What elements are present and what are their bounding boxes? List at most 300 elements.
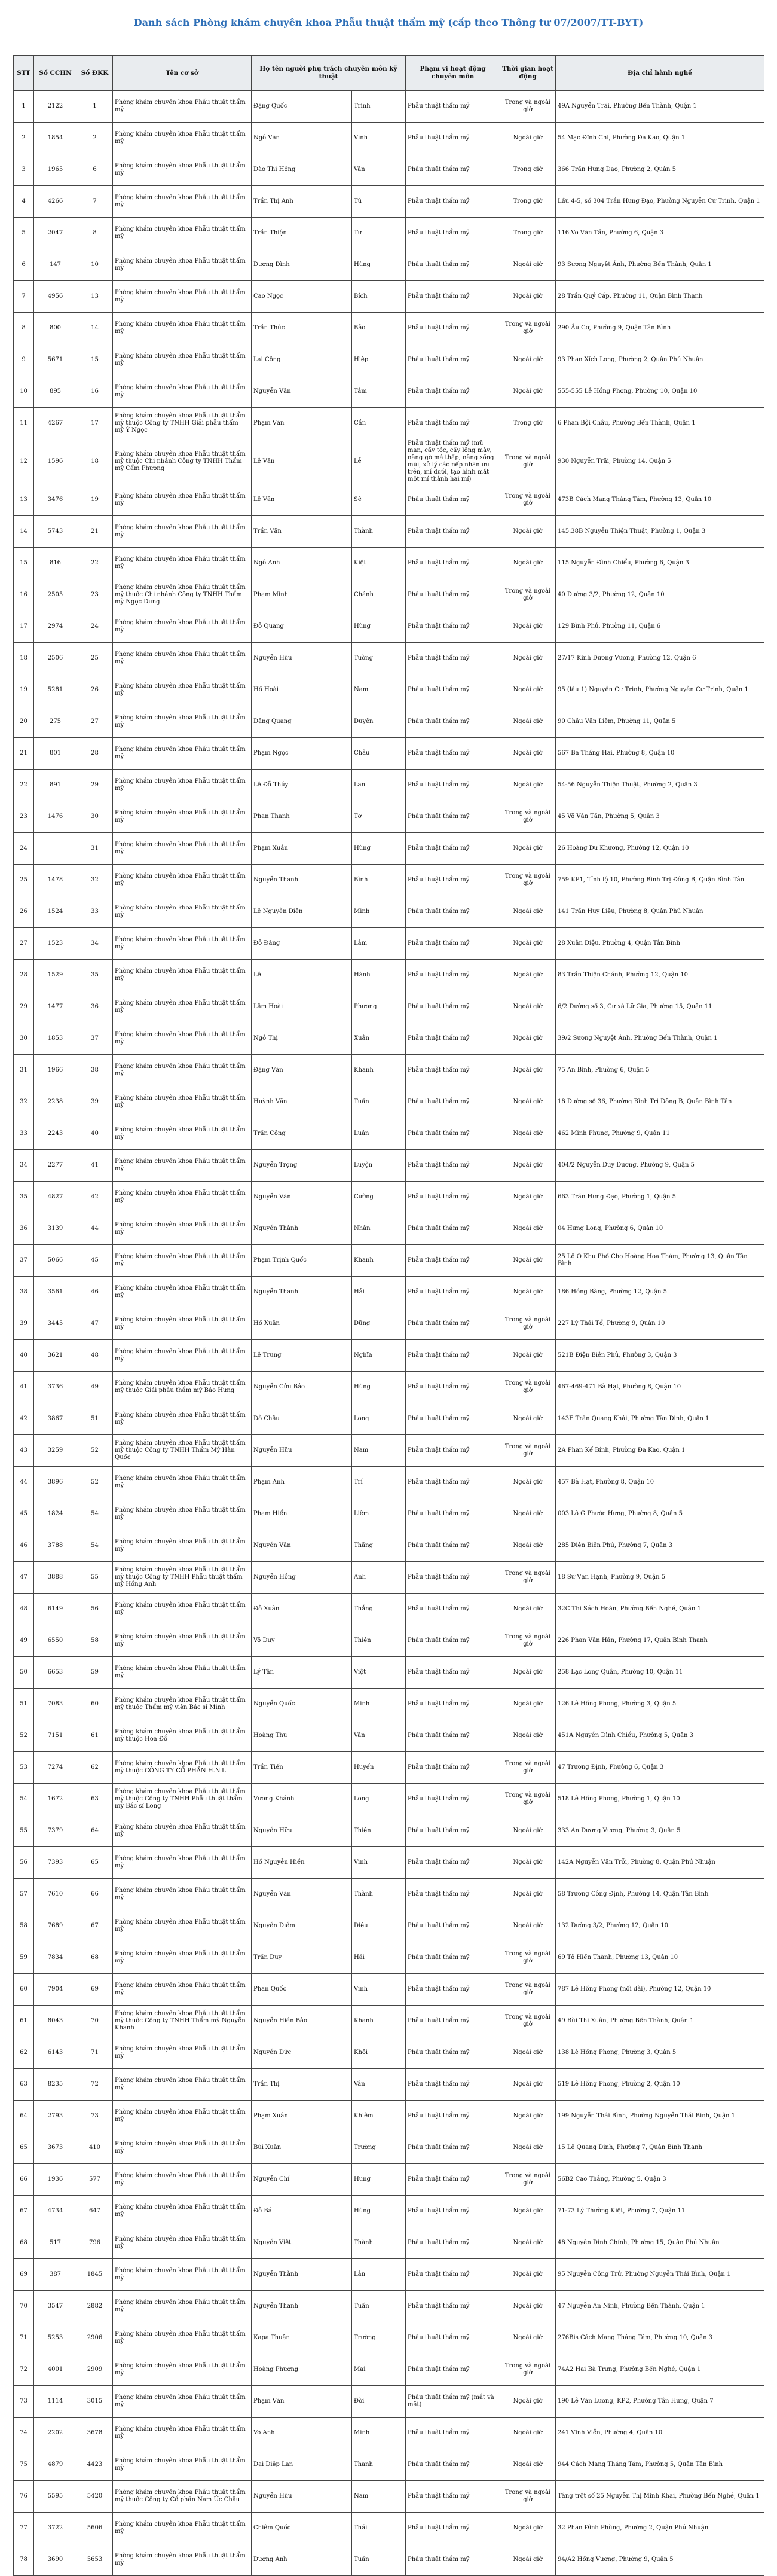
cell-hours: Trong và ngoài giờ [500,91,556,123]
cell-person-given: Sê [352,484,406,516]
cell-scope: Phẫu thuật thẩm mỹ [406,896,500,928]
cell-facility: Phòng khám chuyên khoa Phẫu thuật thẩm mỹ [113,123,252,154]
cell-stt: 75 [14,2449,34,2481]
cell-hours: Ngoài giờ [500,2069,556,2101]
cell-stt: 3 [14,154,34,186]
cell-scope: Phẫu thuật thẩm mỹ [406,1023,500,1055]
cell-person-surname: Nguyễn Thanh [252,865,352,896]
cell-scope: Phẫu thuật thẩm mỹ [406,674,500,706]
cell-facility: Phòng khám chuyên khoa Phẫu thuật thẩm mỹ [113,2544,252,2576]
cell-hours: Trong và ngoài giờ [500,1942,556,1974]
cell-person-given: Bích [352,281,406,313]
cell-dkk: 60 [77,1689,113,1720]
cell-person-surname: Nguyễn Văn [252,1530,352,1562]
cell-person-surname: Kapa Thuận [252,2322,352,2354]
cell-cchn: 387 [34,2259,77,2291]
table-row [14,1213,764,1245]
cell-person-given: Kiệt [352,548,406,579]
cell-facility: Phòng khám chuyên khoa Phẫu thuật thẩm mỹ [113,2291,252,2322]
cell-dkk: 28 [77,738,113,770]
cell-hours: Trong và ngoài giờ [500,1372,556,1403]
cell-cchn: 5253 [34,2322,77,2354]
cell-person-surname: Dương Đình [252,249,352,281]
cell-stt: 2 [14,123,34,154]
cell-address: 25 Lô O Khu Phố Chợ Hoàng Hoa Thám, Phường 13, Quận Tân Bình [556,1245,764,1277]
cell-dkk: 48 [77,1340,113,1372]
table-row [14,1815,764,1847]
cell-address: 83 Trần Thiện Chánh, Phường 12, Quận 10 [556,960,764,991]
cell-scope: Phẫu thuật thẩm mỹ [406,2322,500,2354]
cell-dkk: 58 [77,1625,113,1657]
cell-hours: Ngoài giờ [500,281,556,313]
cell-dkk: 72 [77,2069,113,2101]
cell-person-given: Duyên [352,706,406,738]
cell-stt: 65 [14,2132,34,2164]
cell-person-surname: Nguyễn Thanh [252,2291,352,2322]
cell-stt: 58 [14,1910,34,1942]
cell-dkk: 1845 [77,2259,113,2291]
cell-stt: 21 [14,738,34,770]
cell-person-surname: Đỗ Quang [252,611,352,643]
table-row [14,1403,764,1435]
cell-person-surname: Đỗ Đăng [252,928,352,960]
cell-address: 27/17 Kinh Dương Vương, Phường 12, Quận 6 [556,643,764,674]
cell-cchn: 5671 [34,344,77,376]
cell-stt: 19 [14,674,34,706]
cell-cchn: 6149 [34,1594,77,1625]
cell-scope: Phẫu thuật thẩm mỹ [406,1847,500,1879]
cell-hours: Trong và ngoài giờ [500,439,556,484]
cell-facility: Phòng khám chuyên khoa Phẫu thuật thẩm mỹ thuộc Hoa Đô [113,1720,252,1752]
cell-hours: Ngoài giờ [500,249,556,281]
table-row [14,91,764,123]
cell-stt: 71 [14,2322,34,2354]
cell-hours: Ngoài giờ [500,2291,556,2322]
cell-facility: Phòng khám chuyên khoa Phẫu thuật thẩm mỹ [113,1498,252,1530]
cell-hours: Ngoài giờ [500,2418,556,2449]
cell-hours: Ngoài giờ [500,833,556,865]
cell-stt: 52 [14,1720,34,1752]
table-row [14,1530,764,1562]
cell-dkk: 46 [77,1277,113,1308]
table-row [14,548,764,579]
cell-person-given: Luận [352,1118,406,1150]
cell-person-given: Vinh [352,123,406,154]
cell-person-given: Cường [352,1182,406,1213]
cell-scope: Phẫu thuật thẩm mỹ [406,1055,500,1086]
cell-person-surname: Lê Trung [252,1340,352,1372]
cell-address: 45 Võ Văn Tần, Phường 5, Quận 3 [556,801,764,833]
cell-cchn: 5595 [34,2481,77,2513]
cell-person-given: Hùng [352,2196,406,2227]
cell-cchn: 1853 [34,1023,77,1055]
cell-address: 366 Trần Hưng Đạo, Phường 2, Quận 5 [556,154,764,186]
cell-dkk: 577 [77,2164,113,2196]
cell-dkk: 5606 [77,2513,113,2544]
cell-person-surname: Đào Thị Hồng [252,154,352,186]
cell-facility: Phòng khám chuyên khoa Phẫu thuật thẩm mỹ thuộc Công ty Cổ phần Nam Úc Châu [113,2481,252,2513]
table-row [14,770,764,801]
cell-cchn: 1965 [34,154,77,186]
cell-person-given: Nam [352,1435,406,1467]
cell-hours: Ngoài giờ [500,123,556,154]
cell-person-surname: Phạm Hiển [252,1498,352,1530]
cell-hours: Trong và ngoài giờ [500,2006,556,2037]
cell-hours: Ngoài giờ [500,1403,556,1435]
cell-dkk: 2882 [77,2291,113,2322]
table-row [14,928,764,960]
cell-scope: Phẫu thuật thẩm mỹ (mũ mạn, cấy tóc, cấy lông mày, nâng gò má thấp, nâng sống mũi, xử lý các nếp nhăn ưu trên, mí dưới, tạo hình mắt một mí thành hai mí) [406,439,500,484]
cell-dkk: 13 [77,281,113,313]
table-row [14,1594,764,1625]
cell-scope: Phẫu thuật thẩm mỹ [406,738,500,770]
cell-dkk: 32 [77,865,113,896]
cell-dkk: 29 [77,770,113,801]
cell-cchn: 4879 [34,2449,77,2481]
cell-cchn: 3547 [34,2291,77,2322]
cell-hours: Trong và ngoài giờ [500,2481,556,2513]
cell-scope: Phẫu thuật thẩm mỹ [406,1372,500,1403]
cell-hours: Ngoài giờ [500,738,556,770]
cell-dkk: 45 [77,1245,113,1277]
cell-dkk: 14 [77,313,113,344]
table-row [14,1182,764,1213]
cell-scope: Phẫu thuật thẩm mỹ [406,1689,500,1720]
cell-dkk: 44 [77,1213,113,1245]
cell-stt: 24 [14,833,34,865]
cell-address: 28 Trần Quý Cáp, Phường 11, Quận Bình Thạnh [556,281,764,313]
cell-person-given: Minh [352,1689,406,1720]
cell-person-surname: Vương Khánh [252,1784,352,1815]
cell-stt: 5 [14,218,34,249]
cell-dkk: 40 [77,1118,113,1150]
cell-stt: 26 [14,896,34,928]
cell-hours: Trong và ngoài giờ [500,1562,556,1594]
cell-address: 6 Phan Bội Châu, Phường Bến Thành, Quận 1 [556,408,764,439]
cell-stt: 63 [14,2069,34,2101]
cell-person-given: Vinh [352,1847,406,1879]
cell-scope: Phẫu thuật thẩm mỹ [406,2481,500,2513]
cell-person-surname: Nguyễn Việt [252,2227,352,2259]
cell-cchn: 6143 [34,2037,77,2069]
cell-cchn: 2047 [34,218,77,249]
header-scope: Phạm vi hoạt động chuyên môn [406,56,500,91]
cell-scope: Phẫu thuật thẩm mỹ [406,1118,500,1150]
cell-cchn: 1114 [34,2386,77,2418]
cell-facility: Phòng khám chuyên khoa Phẫu thuật thẩm mỹ [113,1594,252,1625]
cell-person-surname: Nguyễn Thành [252,2259,352,2291]
cell-address: 519 Lê Hồng Phong, Phường 2, Quận 10 [556,2069,764,2101]
cell-scope: Phẫu thuật thẩm mỹ [406,1974,500,2006]
cell-hours: Trong giờ [500,154,556,186]
cell-scope: Phẫu thuật thẩm mỹ [406,770,500,801]
cell-address: 49 Bùi Thị Xuân, Phường Bến Thành, Quận 1 [556,2006,764,2037]
cell-dkk: 5653 [77,2544,113,2576]
cell-facility: Phòng khám chuyên khoa Phẫu thuật thẩm mỹ [113,484,252,516]
cell-person-surname: Hồ Xuân [252,1308,352,1340]
cell-stt: 38 [14,1277,34,1308]
cell-cchn: 5066 [34,1245,77,1277]
cell-person-surname: Đặng Văn [252,1055,352,1086]
cell-person-given: Chánh [352,579,406,611]
table-row [14,1625,764,1657]
cell-facility: Phòng khám chuyên khoa Phẫu thuật thẩm mỹ [113,2069,252,2101]
cell-dkk: 7 [77,186,113,218]
cell-cchn: 7083 [34,1689,77,1720]
cell-hours: Trong và ngoài giờ [500,579,556,611]
table-row [14,801,764,833]
cell-hours: Ngoài giờ [500,1150,556,1182]
cell-address: 71-73 Lý Thường Kiệt, Phường 7, Quận 11 [556,2196,764,2227]
cell-person-surname: Võ Anh [252,2418,352,2449]
cell-person-given: Tuấn [352,1086,406,1118]
cell-hours: Ngoài giờ [500,960,556,991]
cell-person-given: Hùng [352,611,406,643]
cell-facility: Phòng khám chuyên khoa Phẫu thuật thẩm mỹ [113,1118,252,1150]
cell-scope: Phẫu thuật thẩm mỹ [406,1308,500,1340]
cell-facility: Phòng khám chuyên khoa Phẫu thuật thẩm mỹ thuộc Chi nhánh Công ty TNHH Thẩm mỹ Cẩm Phương [113,439,252,484]
cell-address: 142A Nguyễn Văn Trỗi, Phường 8, Quận Phú Nhuận [556,1847,764,1879]
table-row [14,1150,764,1182]
cell-address: 258 Lạc Long Quân, Phường 10, Quận 11 [556,1657,764,1689]
cell-person-given: Trường [352,2322,406,2354]
cell-cchn: 8043 [34,2006,77,2037]
cell-facility: Phòng khám chuyên khoa Phẫu thuật thẩm mỹ [113,2513,252,2544]
table-row [14,2037,764,2069]
table-row [14,218,764,249]
cell-stt: 54 [14,1784,34,1815]
cell-cchn: 7904 [34,1974,77,2006]
table-header [14,56,764,91]
cell-address: 190 Lê Văn Lương, KP2, Phường Tân Hưng, Quận 7 [556,2386,764,2418]
cell-person-given: Tâm [352,376,406,408]
table-body [14,91,764,2576]
cell-facility: Phòng khám chuyên khoa Phẫu thuật thẩm mỹ [113,2354,252,2386]
cell-address: 93 Phan Xích Long, Phường 2, Quận Phú Nhuận [556,344,764,376]
cell-stt: 10 [14,376,34,408]
cell-scope: Phẫu thuật thẩm mỹ [406,1086,500,1118]
cell-hours: Trong và ngoài giờ [500,801,556,833]
cell-dkk: 49 [77,1372,113,1403]
cell-stt: 9 [14,344,34,376]
cell-person-given: Trí [352,1467,406,1498]
cell-address: 32 Phan Đình Phùng, Phường 2, Quận Phú Nhuận [556,2513,764,2544]
cell-stt: 51 [14,1689,34,1720]
cell-hours: Ngoài giờ [500,2513,556,2544]
cell-hours: Trong và ngoài giờ [500,484,556,516]
cell-cchn: 2238 [34,1086,77,1118]
cell-facility: Phòng khám chuyên khoa Phẫu thuật thẩm mỹ [113,154,252,186]
cell-hours: Ngoài giờ [500,674,556,706]
cell-facility: Phòng khám chuyên khoa Phẫu thuật thẩm mỹ [113,928,252,960]
cell-stt: 70 [14,2291,34,2322]
cell-stt: 45 [14,1498,34,1530]
cell-person-surname: Lê Văn [252,439,352,484]
header-address: Địa chỉ hành nghề [556,56,764,91]
cell-dkk: 3678 [77,2418,113,2449]
cell-person-surname: Phạm Văn [252,2386,352,2418]
cell-person-given: Khanh [352,1245,406,1277]
table-row [14,1689,764,1720]
cell-address: 69 Tô Hiến Thành, Phường 13, Quận 10 [556,1942,764,1974]
cell-hours: Ngoài giờ [500,896,556,928]
table-row [14,2322,764,2354]
cell-person-surname: Nguyễn Diễm [252,1910,352,1942]
cell-person-given: Tư [352,218,406,249]
cell-facility: Phòng khám chuyên khoa Phẫu thuật thẩm mỹ [113,1213,252,1245]
cell-scope: Phẫu thuật thẩm mỹ [406,2513,500,2544]
cell-dkk: 65 [77,1847,113,1879]
cell-person-given: Lễ [352,439,406,484]
cell-address: 18 Đường số 36, Phường Bình Trị Đông B, Quận Bình Tân [556,1086,764,1118]
cell-address: 126 Lê Hồng Phong, Phường 3, Quận 5 [556,1689,764,1720]
table-row [14,1372,764,1403]
cell-facility: Phòng khám chuyên khoa Phẫu thuật thẩm mỹ [113,1815,252,1847]
cell-address: 6/2 Đường số 3, Cư xá Lữ Gia, Phường 15, Quận 11 [556,991,764,1023]
cell-facility: Phòng khám chuyên khoa Phẫu thuật thẩm mỹ [113,1657,252,1689]
cell-cchn: 6653 [34,1657,77,1689]
cell-hours: Ngoài giờ [500,2449,556,2481]
table-row [14,1467,764,1498]
cell-dkk: 2906 [77,2322,113,2354]
cell-scope: Phẫu thuật thẩm mỹ [406,344,500,376]
cell-dkk: 26 [77,674,113,706]
cell-scope: Phẫu thuật thẩm mỹ [406,2418,500,2449]
cell-facility: Phòng khám chuyên khoa Phẫu thuật thẩm mỹ [113,896,252,928]
cell-scope: Phẫu thuật thẩm mỹ [406,2544,500,2576]
cell-person-given: Thiện [352,1625,406,1657]
cell-scope: Phẫu thuật thẩm mỹ [406,218,500,249]
cell-scope: Phẫu thuật thẩm mỹ [406,1435,500,1467]
cell-facility: Phòng khám chuyên khoa Phẫu thuật thẩm mỹ [113,2418,252,2449]
cell-scope: Phẫu thuật thẩm mỹ [406,281,500,313]
cell-person-given: Hùng [352,249,406,281]
table-row [14,2291,764,2322]
cell-dkk: 16 [77,376,113,408]
cell-stt: 47 [14,1562,34,1594]
cell-stt: 59 [14,1942,34,1974]
table-row [14,516,764,548]
table-row [14,2227,764,2259]
cell-person-surname: Nguyễn Đức [252,2037,352,2069]
cell-cchn: 1524 [34,896,77,928]
cell-person-surname: Trần Thị [252,2069,352,2101]
cell-stt: 17 [14,611,34,643]
cell-person-given: Hải [352,1277,406,1308]
cell-hours: Ngoài giờ [500,2037,556,2069]
cell-cchn: 2793 [34,2101,77,2132]
cell-hours: Ngoài giờ [500,1467,556,1498]
cell-hours: Ngoài giờ [500,2322,556,2354]
cell-person-surname: Lê Đỗ Thúy [252,770,352,801]
cell-address: 93 Sương Nguyệt Ánh, Phường Bến Thành, Quận 1 [556,249,764,281]
table-row [14,2386,764,2418]
cell-person-surname: Ngô Anh [252,548,352,579]
cell-stt: 50 [14,1657,34,1689]
cell-facility: Phòng khám chuyên khoa Phẫu thuật thẩm mỹ thuộc Giải phẫu thẩm mỹ Bảo Hưng [113,1372,252,1403]
cell-cchn: 7151 [34,1720,77,1752]
cell-person-given: Thành [352,1879,406,1910]
table-row [14,1340,764,1372]
cell-hours: Ngoài giờ [500,1594,556,1625]
table-row [14,281,764,313]
cell-address: 94/A2 Hồng Vương, Phường 9, Quận 5 [556,2544,764,2576]
cell-stt: 67 [14,2196,34,2227]
cell-person-surname: Ngô Văn [252,123,352,154]
cell-facility: Phòng khám chuyên khoa Phẫu thuật thẩm mỹ [113,2386,252,2418]
cell-person-given: Thành [352,516,406,548]
cell-scope: Phẫu thuật thẩm mỹ [406,801,500,833]
cell-address: 663 Trần Hưng Đạo, Phường 1, Quận 5 [556,1182,764,1213]
cell-address: 47 Nguyễn An Ninh, Phường Bến Thành, Quận 1 [556,2291,764,2322]
cell-person-given: Thăng [352,1530,406,1562]
cell-hours: Trong và ngoài giờ [500,1974,556,2006]
header-hours: Thời gian hoạt động [500,56,556,91]
cell-hours: Trong và ngoài giờ [500,2164,556,2196]
cell-scope: Phẫu thuật thẩm mỹ [406,1625,500,1657]
cell-hours: Ngoài giờ [500,376,556,408]
cell-stt: 15 [14,548,34,579]
cell-dkk: 8 [77,218,113,249]
cell-address: 18 Sư Vạn Hạnh, Phường 9, Quận 5 [556,1562,764,1594]
cell-cchn: 1824 [34,1498,77,1530]
cell-address: 58 Trương Công Định, Phường 14, Quận Tân Bình [556,1879,764,1910]
cell-person-surname: Nguyễn Quốc [252,1689,352,1720]
cell-person-surname: Hoàng Thu [252,1720,352,1752]
cell-dkk: 35 [77,960,113,991]
cell-cchn: 891 [34,770,77,801]
cell-facility: Phòng khám chuyên khoa Phẫu thuật thẩm mỹ thuộc Công ty TNHH Phẫu thuật thẩm mỹ Hồng Anh [113,1562,252,1594]
cell-address: 787 Lê Hồng Phong (nối dài), Phường 12, Quận 10 [556,1974,764,2006]
cell-facility: Phòng khám chuyên khoa Phẫu thuật thẩm mỹ [113,218,252,249]
cell-facility: Phòng khám chuyên khoa Phẫu thuật thẩm mỹ [113,1086,252,1118]
cell-person-surname: Lại Công [252,344,352,376]
cell-person-surname: Cao Ngọc [252,281,352,313]
cell-address: 518 Lê Hồng Phong, Phường 1, Quận 10 [556,1784,764,1815]
cell-scope: Phẫu thuật thẩm mỹ [406,2227,500,2259]
cell-scope: Phẫu thuật thẩm mỹ [406,1213,500,1245]
cell-person-surname: Nguyễn Thanh [252,1277,352,1308]
cell-address: 54-56 Nguyễn Thiện Thuật, Phường 2, Quận 3 [556,770,764,801]
cell-address: 285 Điện Biên Phủ, Phường 7, Quận 3 [556,1530,764,1562]
cell-hours: Ngoài giờ [500,770,556,801]
cell-hours: Ngoài giờ [500,1023,556,1055]
cell-scope: Phẫu thuật thẩm mỹ [406,1562,500,1594]
cell-scope: Phẫu thuật thẩm mỹ [406,1879,500,1910]
cell-scope: Phẫu thuật thẩm mỹ [406,1910,500,1942]
cell-cchn: 4267 [34,408,77,439]
cell-address: 944 Cách Mạng Tháng Tám, Phường 5, Quận Tân Bình [556,2449,764,2481]
cell-person-surname: Trần Thị Anh [252,186,352,218]
table-row [14,1910,764,1942]
cell-address: Tầng trệt số 25 Nguyễn Thị Minh Khai, Phường Bến Nghé, Quận 1 [556,2481,764,2513]
cell-stt: 13 [14,484,34,516]
cell-person-surname: Phan Quốc [252,1974,352,2006]
cell-scope: Phẫu thuật thẩm mỹ [406,123,500,154]
cell-dkk: 62 [77,1752,113,1784]
cell-facility: Phòng khám chuyên khoa Phẫu thuật thẩm mỹ [113,376,252,408]
cell-cchn: 3736 [34,1372,77,1403]
cell-hours: Ngoài giờ [500,991,556,1023]
cell-facility: Phòng khám chuyên khoa Phẫu thuật thẩm mỹ [113,548,252,579]
cell-stt: 49 [14,1625,34,1657]
cell-person-surname: Huỳnh Văn [252,1086,352,1118]
cell-scope: Phẫu thuật thẩm mỹ [406,249,500,281]
cell-address: 75 An Bình, Phường 6, Quận 5 [556,1055,764,1086]
cell-dkk: 34 [77,928,113,960]
cell-dkk: 73 [77,2101,113,2132]
page-title: Danh sách Phòng khám chuyên khoa Phẫu thuật thẩm mỹ (cấp theo Thông tư 07/2007/TT-BYT) [133,17,644,28]
